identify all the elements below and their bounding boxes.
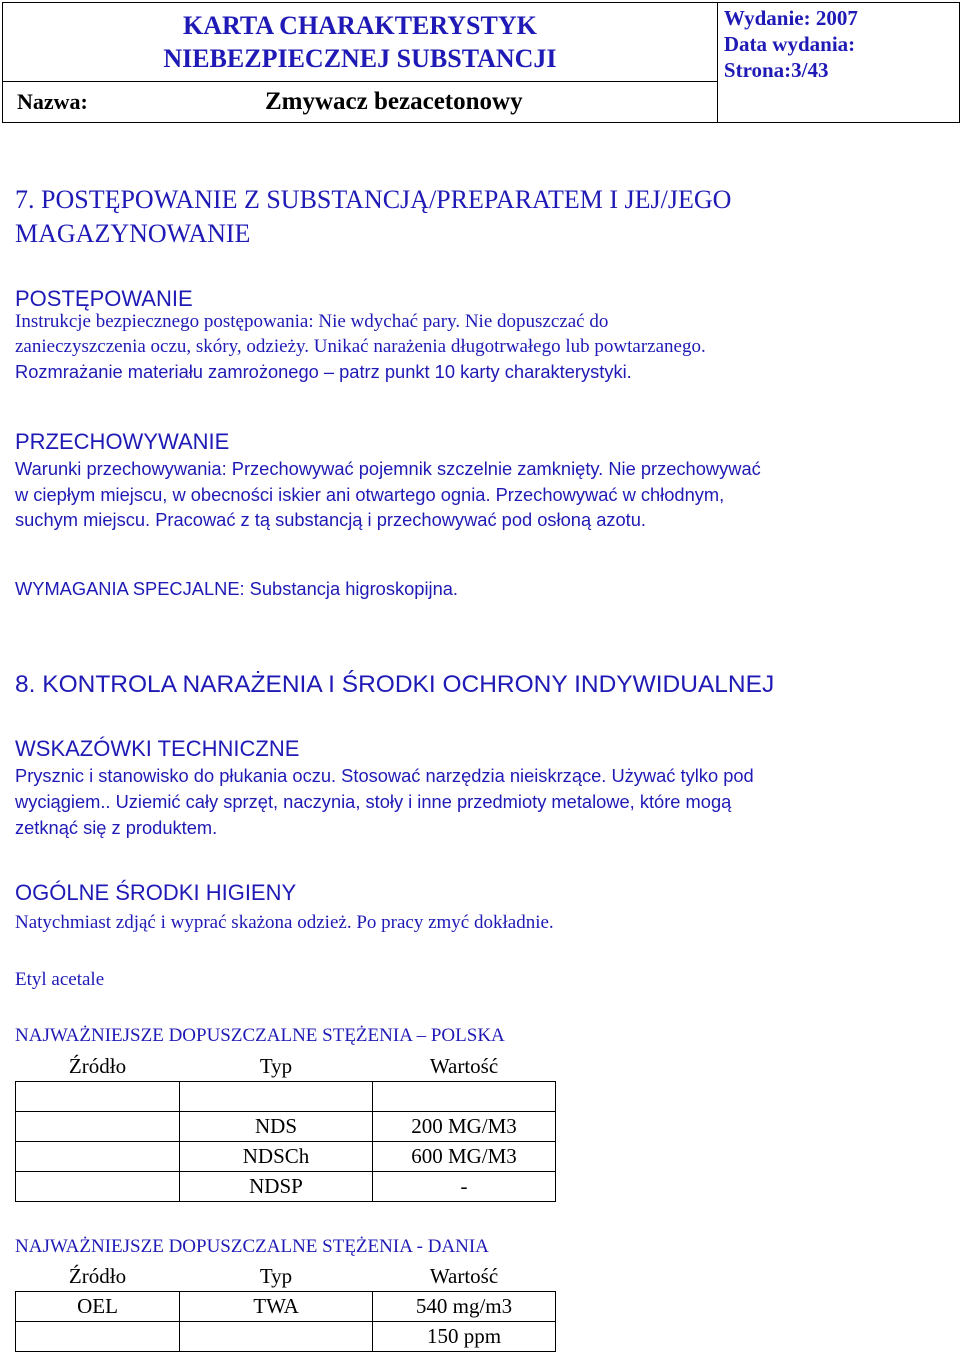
product-name: Zmywacz bezacetonowy [265, 88, 523, 115]
handling-text [15, 309, 950, 384]
storage-line: suchym miejscu. Pracować z tą substancją i przechowywać pod osłoną azotu. [15, 509, 646, 530]
section7-title-line2: MAGAZYNOWANIE [15, 219, 251, 248]
column-header-type: Typ [180, 1052, 373, 1082]
technical-line: zetknąć się z produktem. [15, 817, 218, 838]
table-row [16, 1082, 556, 1112]
column-header-value: Wartość [373, 1262, 556, 1292]
column-header-value: Wartość [373, 1052, 556, 1082]
table-header-row [16, 1052, 556, 1082]
column-header-type: Typ [180, 1262, 373, 1292]
header-page-number: Strona:3/43 [723, 58, 829, 82]
technical-line: wyciągiem.. Uziemić cały sprzęt, naczynia, stoły i inne przedmioty metalowe, które mogą [15, 791, 732, 812]
denmark-limits-table [15, 1262, 556, 1352]
denmark-limits-heading: NAJWAŻNIEJSZE DOPUSZCZALNE STĘŻENIA - DANIA [15, 1236, 489, 1257]
handling-heading: POSTĘPOWANIE [15, 286, 193, 311]
header-name-cell [3, 82, 718, 123]
table-header-row [16, 1262, 556, 1292]
header-meta-cell [717, 3, 959, 123]
section8-title: 8. KONTROLA NARAŻENIA I ŚRODKI OCHRONY INDYWIDUALNEJ [15, 671, 775, 698]
poland-limits-heading: NAJWAŻNIEJSZE DOPUSZCZALNE STĘŻENIA – POLSKA [15, 1025, 505, 1046]
storage-line: w ciepłym miejscu, w obecności iskier ani otwartego ognia. Przechowywać w chłodnym, [15, 483, 725, 505]
header-issue-date: Data wydania: [723, 32, 856, 56]
table-row: OEL TWA 540 mg/m3 [16, 1292, 556, 1322]
storage-text [15, 456, 950, 533]
section7-title [15, 183, 950, 251]
handling-line: Rozmrażanie materiału zamrożonego – patrz punkt 10 karty charakterystyki. [15, 361, 632, 382]
storage-heading: PRZECHOWYWANIE [15, 429, 230, 454]
poland-limits-table [15, 1052, 556, 1202]
table-row: NDSCh 600 MG/M3 [16, 1142, 556, 1172]
technical-text [15, 763, 950, 841]
special-requirements: WYMAGANIA SPECJALNE: Substancja higroskopijna. [15, 578, 458, 599]
handling-line: Instrukcje bezpiecznego postępowania: Nie wdychać pary. Nie dopuszczać do [15, 311, 609, 332]
technical-line: Prysznic i stanowisko do płukania oczu. Stosować narzędzia nieiskrzące. Używać tylko pod [15, 765, 754, 786]
header-title-cell [3, 3, 718, 82]
header-title-line1: KARTA CHARAKTERYSTYK [183, 11, 537, 40]
document-header [2, 2, 960, 123]
technical-heading: WSKAZÓWKI TECHNICZNE [15, 736, 300, 761]
column-header-source: Źródło [16, 1052, 180, 1082]
header-edition: Wydanie: 2007 [723, 6, 858, 30]
storage-line: Warunki przechowywania: Przechowywać pojemnik szczelnie zamknięty. Nie przechowywać [15, 458, 761, 479]
hygiene-heading: OGÓLNE ŚRODKI HIGIENY [15, 880, 297, 905]
table-row: 150 ppm [16, 1322, 556, 1352]
section7-title-line1: 7. POSTĘPOWANIE Z SUBSTANCJĄ/PREPARATEM I JEJ/JEGO [15, 185, 732, 214]
substance-name: Etyl acetale [15, 969, 105, 990]
header-title-line2: NIEBEZPIECZNEJ SUBSTANCJI [163, 44, 557, 73]
handling-line: zanieczyszczenia oczu, skóry, odzieży. Unikać narażenia długotrwałego lub powtarzanego. [15, 336, 706, 357]
table-row: NDSP - [16, 1172, 556, 1202]
column-header-source: Źródło [16, 1262, 180, 1292]
hygiene-text: Natychmiast zdjąć i wyprać skażona odzież. Po pracy zmyć dokładnie. [15, 912, 554, 933]
name-label: Nazwa: [17, 89, 88, 114]
table-row: NDS 200 MG/M3 [16, 1112, 556, 1142]
